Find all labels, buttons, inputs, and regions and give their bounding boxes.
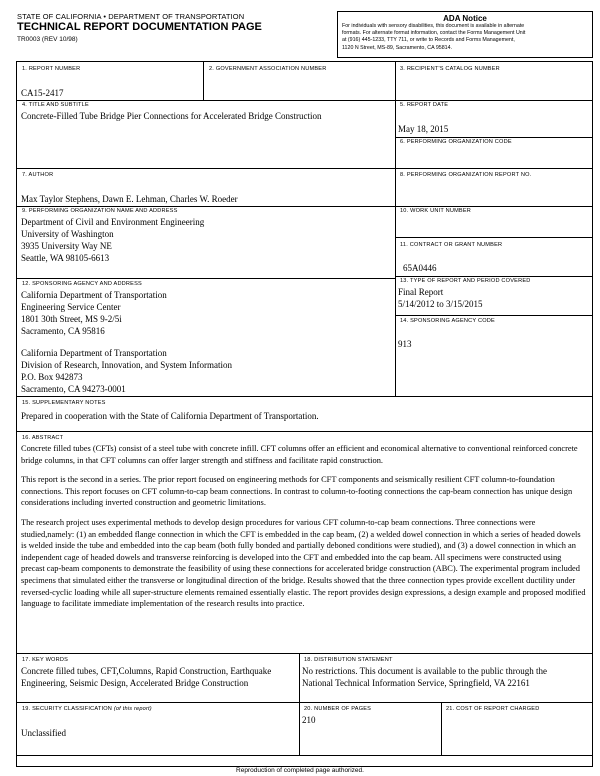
cost-label: 21. COST OF REPORT CHARGED	[446, 706, 540, 712]
perf-org-line: Department of Civil and Environment Engineering	[21, 217, 205, 227]
page-title: TECHNICAL REPORT DOCUMENTATION PAGE	[17, 21, 262, 33]
perf-org-line: 3935 University Way NE	[21, 241, 112, 251]
report-number-value: CA15-2417	[21, 88, 64, 98]
security-label-text: 19. SECURITY CLASSIFICATION	[22, 706, 114, 712]
ada-notice-box	[337, 11, 593, 58]
govt-accession-label: 2. GOVERNMENT ASSOCIATION NUMBER	[209, 66, 327, 72]
abstract-label: 16. ABSTRACT	[22, 435, 64, 441]
sponsor-code-label: 14. SPONSORING AGENCY CODE	[400, 318, 495, 324]
ada-notice-text	[338, 23, 592, 52]
perf-org-line: University of Washington	[21, 229, 114, 239]
perf-org-code-label: 6. PERFORMING ORGANIZATION CODE	[400, 139, 512, 145]
distribution-line: No restrictions. This document is available to the public through the	[302, 666, 548, 676]
perf-org-report-label: 8. PERFORMING ORGANIZATION REPORT NO.	[400, 172, 532, 178]
sponsor-line: 1801 30th Street, MS 9-2/5i	[21, 314, 122, 324]
report-form	[16, 61, 593, 767]
form-number: TR0003 (REV 10/98)	[17, 36, 78, 43]
sponsor-label: 12. SPONSORING AGENCY AND ADDRESS	[22, 281, 142, 287]
report-period-value: 5/14/2012 to 3/15/2015	[398, 299, 483, 309]
sponsor-line: California Department of Transportation	[21, 290, 167, 300]
author-label: 7. AUTHOR	[22, 172, 54, 178]
sponsor-line: Sacramento, CA 94273-0001	[21, 384, 126, 394]
supplementary-label: 15. SUPPLEMENTARY NOTES	[22, 400, 106, 406]
ada-notice-title: ADA Notice	[443, 14, 487, 23]
contract-grant-label: 11. CONTRACT OR GRANT NUMBER	[400, 242, 503, 248]
report-type-label: 13. TYPE OF REPORT AND PERIOD COVERED	[400, 278, 531, 284]
key-words-label: 17. KEY WORDS	[22, 657, 69, 663]
sponsor-line: P.O. Box 942873	[21, 372, 83, 382]
author-value: Max Taylor Stephens, Dawn E. Lehman, Charles W. Roeder	[21, 194, 238, 204]
abstract-body	[21, 443, 587, 618]
ada-line: formats. For alternate format information, contact the Forms Management Unit	[342, 30, 526, 37]
supplementary-value: Prepared in cooperation with the State of California Department of Transportation.	[21, 411, 319, 421]
pages-value: 210	[302, 715, 316, 725]
sponsor-line: Sacramento, CA 95816	[21, 326, 105, 336]
report-type-value: Final Report	[398, 287, 444, 297]
title-subtitle-label: 4. TITLE AND SUBTITLE	[22, 102, 89, 108]
abstract-paragraph: The research project uses experimental methods to develop design procedures for various CFT column-to-cap beam connections. Three connections were studied,namely: (1) an embedded flange connection in which the CFT is embedded in the cap beam, (2) a welded dowel connection in which a series of headed dowels is welded inside the tube and embedded into the cap beam (both fully bonded and partially deboned conditions were studied), and (3) a dowel connection in which an independent cage of headed dowels and transverse reinforcing is developed into the CFT and embedded into the cap beam. All specimens were constructed using precast cap-beam components to demonstrate the feasibility of using these connections for accelerated bridge construction (ABC). The experimental program included specimens that simulated either the transverse or longitudinal direction of the bridge. Results showed that the three connection types provide excellent ductility under reversed-cyclic loading while all super-structure elements remained essentially elastic. The report provides design expressions, a design example and proposed modified language to facilitate immediate implementation of the research results into practice.	[21, 517, 586, 609]
report-number-label: 1. REPORT NUMBER	[22, 66, 81, 72]
security-value: Unclassified	[21, 728, 66, 738]
sponsor-line: California Department of Transportation	[21, 348, 167, 358]
recipient-catalog-label: 3. RECIPIENT'S CATALOG NUMBER	[400, 66, 500, 72]
pages-label: 20. NUMBER OF PAGES	[304, 706, 372, 712]
abstract-paragraph: Concrete filled tubes (CFTs) consist of a steel tube with concrete infill. CFT columns offer an efficient and economical alternative to conventional reinforced concrete bridge columns, in that CFT columns can offer larger strength and stiffness and facilitate rapid construction.	[21, 444, 578, 465]
sponsor-line: Engineering Service Center	[21, 302, 121, 312]
perf-org-line: Seattle, WA 98105-6613	[21, 253, 110, 263]
report-date-label: 5. REPORT DATE	[400, 102, 449, 108]
security-label	[22, 706, 152, 712]
abstract-paragraph: This report is the second in a series. The prior report focused on engineering methods for CFT components and seismically resilient CFT column-to-foundation connections. This report focuses on CFT column-to-cap beam connections. In contrast to column-to-footing connections the cap-beam connection has unique design considerations including inverted construction and geometric limitations.	[21, 475, 573, 508]
distribution-label: 18. DISTRIBUTION STATEMENT	[304, 657, 393, 663]
perf-org-name-label: 9. PERFORMING ORGANIZATION NAME AND ADDRESS	[22, 208, 178, 214]
contract-grant-value: 65A0446	[403, 263, 437, 273]
sponsor-line: Division of Research, Innovation, and System Information	[21, 360, 232, 370]
ada-line: 1120 N Street, MS-89, Sacramento, CA 95814.	[342, 44, 453, 51]
ada-line: at (916) 445-1233, TTY 711, or write to Records and Forms Management,	[342, 37, 515, 44]
work-unit-label: 10. WORK UNIT NUMBER	[400, 208, 472, 214]
footer-note: Reproduction of completed page authorized.	[236, 767, 364, 774]
agency-line: STATE OF CALIFORNIA • DEPARTMENT OF TRANSPORTATION	[17, 12, 245, 21]
report-date-value: May 18, 2015	[398, 124, 449, 134]
security-label-note: (of this report)	[113, 706, 152, 712]
key-words-line: Engineering, Seismic Design, Accelerated Bridge Construction	[21, 678, 249, 688]
title-subtitle-value: Concrete-Filled Tube Bridge Pier Connections for Accelerated Bridge Construction	[21, 111, 322, 121]
key-words-line: Concrete filled tubes, CFT,Columns, Rapid Construction, Earthquake	[21, 666, 272, 676]
distribution-line: National Technical Information Service, Springfield, VA 22161	[302, 678, 530, 688]
sponsor-code-value: 913	[398, 339, 412, 349]
ada-line: For individuals with sensory disabilities, this document is available in alternate	[342, 23, 525, 29]
